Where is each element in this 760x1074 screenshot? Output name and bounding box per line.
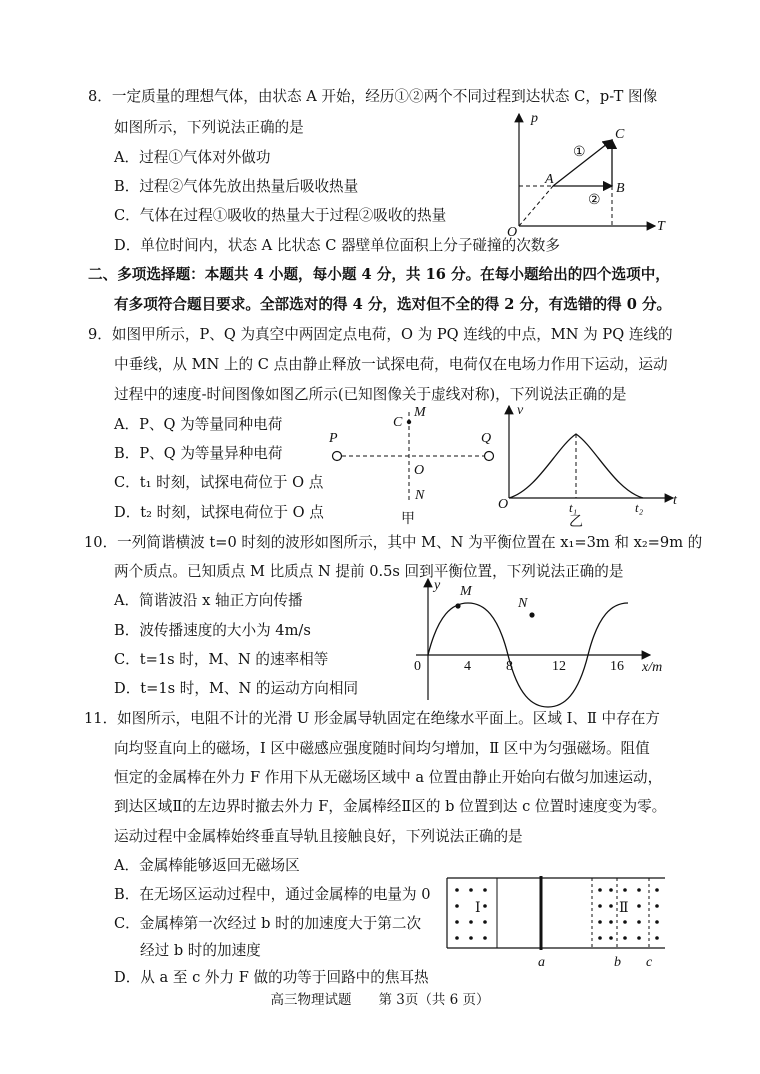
q9-option-d: D．t₂ 时刻，试探电荷位于 O 点 bbox=[114, 504, 324, 521]
q11-stem-line4: 到达区域Ⅱ的左边界时撤去外力 F，金属棒经Ⅱ区的 b 位置到达 c 位置时速度变为零。 bbox=[114, 798, 667, 815]
q9-vt-diagram bbox=[497, 402, 682, 530]
q8-label-path2: ② bbox=[588, 193, 601, 208]
q10-label-n: N bbox=[518, 596, 528, 611]
q9-stem-line3: 过程中的速度-时间图像如图乙所示(已知图像关于虚线对称)，下列说法正确的是 bbox=[114, 386, 627, 403]
section2-header-line1: 二、多项选择题：本题共 4 小题，每小题 4 分，共 16 分。在每小题给出的四个选项中， bbox=[88, 266, 670, 283]
q8-label-b: B bbox=[616, 181, 625, 196]
q8-option-a: A．过程①气体对外做功 bbox=[114, 149, 271, 166]
q10-point-m bbox=[455, 603, 460, 608]
q8-stem-line1: 8．一定质量的理想气体，由状态 A 开始，经历①②两个不同过程到达状态 C，p-T 图像 bbox=[88, 88, 658, 105]
q9-v-label: v bbox=[517, 403, 524, 418]
q9-point-c bbox=[407, 420, 411, 424]
q10-stem-line2: 两个质点。已知质点 M 比质点 N 提前 0.5s 回到平衡位置，下列说法正确的是 bbox=[114, 563, 624, 580]
q10-tick-16: 16 bbox=[610, 659, 624, 674]
q8-p-label: p bbox=[531, 111, 538, 126]
q11-stem-line2: 向均竖直向上的磁场，Ⅰ 区中磁感应强度随时间均匀增加，Ⅱ 区中为匀强磁场。阻值 bbox=[114, 740, 650, 757]
q10-option-a: A．简谐波沿 x 轴正方向传播 bbox=[114, 592, 303, 609]
q11-region1-field-dots bbox=[455, 888, 487, 940]
q11-option-a: A．金属棒能够返回无磁场区 bbox=[114, 857, 300, 874]
q9-charge-diagram bbox=[325, 402, 505, 527]
q9-label-t2: t₂ bbox=[635, 500, 644, 515]
q9-t-label: t bbox=[673, 493, 677, 508]
q9-label-q: Q bbox=[481, 431, 492, 446]
q10-x-label: x/m bbox=[642, 660, 663, 675]
section2-header-line2: 有多项符合题目要求。全部选对的得 4 分，选对但不全的得 2 分，有选错的得 0 分。 bbox=[114, 296, 672, 313]
q8-option-d: D．单位时间内，状态 A 比状态 C 器壁单位面积上分子碰撞的次数多 bbox=[114, 237, 560, 254]
q10-wave-diagram bbox=[410, 575, 680, 705]
q9-label-m: M bbox=[414, 405, 426, 420]
q10-point-n bbox=[529, 612, 534, 617]
q11-label-region1: Ⅰ bbox=[475, 901, 481, 916]
q8-label-c: C bbox=[615, 127, 625, 142]
q8-dashed-origin-line bbox=[519, 186, 553, 226]
q9-label-t1: t₁ bbox=[569, 500, 578, 515]
q9-charge-q bbox=[485, 452, 494, 461]
q9-option-b: B．P、Q 为等量异种电荷 bbox=[114, 445, 283, 462]
q9-charge-p bbox=[333, 452, 342, 461]
q11-stem-line1: 11．如图所示，电阻不计的光滑 U 形金属导轨固定在绝缘水平面上。区域 Ⅰ、Ⅱ 中存在方 bbox=[84, 710, 660, 727]
q10-tick-8: 8 bbox=[506, 659, 513, 674]
q10-option-d: D．t=1s 时，M、N 的运动方向相同 bbox=[114, 680, 359, 697]
q11-option-c-line2: 经过 b 时的加速度 bbox=[140, 942, 261, 959]
q11-label-region2: Ⅱ bbox=[619, 901, 629, 916]
q9-stem-line1: 9．如图甲所示，P、Q 为真空中两固定点电荷，O 为 PQ 连线的中点，MN 为 PQ 连线的 bbox=[88, 326, 673, 343]
q9-caption-yi: 乙 bbox=[569, 515, 583, 530]
q11-rail-diagram bbox=[443, 872, 673, 982]
q8-option-b: B．过程②气体先放出热量后吸收热量 bbox=[114, 178, 359, 195]
q10-y-label: y bbox=[434, 578, 441, 593]
q10-option-c: C．t=1s 时，M、N 的速率相等 bbox=[114, 651, 329, 668]
q9-label-p: P bbox=[329, 431, 338, 446]
q9-label-c: C bbox=[393, 415, 403, 430]
q10-stem-line1: 10．一列简谐横波 t=0 时刻的波形如图所示，其中 M、N 为平衡位置在 x₁=3m 和 x₂=9m 的 bbox=[84, 534, 703, 551]
q11-option-b: B．在无场区运动过程中，通过金属棒的电量为 0 bbox=[114, 886, 431, 903]
q10-tick-12: 12 bbox=[552, 659, 566, 674]
q8-pt-diagram bbox=[505, 108, 705, 243]
q11-label-a: a bbox=[538, 955, 545, 970]
q11-stem-line5: 运动过程中金属棒始终垂直导轨且接触良好，下列说法正确的是 bbox=[114, 828, 523, 845]
q9-option-c: C．t₁ 时刻，试探电荷位于 O 点 bbox=[114, 474, 324, 491]
q8-o-label: O bbox=[507, 225, 518, 240]
q9-o-label: O bbox=[498, 497, 509, 512]
q10-label-m: M bbox=[460, 584, 472, 599]
q9-option-a: A．P、Q 为等量同种电荷 bbox=[114, 416, 283, 433]
q8-label-path1: ① bbox=[573, 145, 586, 160]
q9-stem-line2: 中垂线，从 MN 上的 C 点由静止释放一试探电荷，电荷仅在电场力作用下运动，运动 bbox=[114, 356, 668, 373]
q10-option-b: B．波传播速度的大小为 4m/s bbox=[114, 622, 311, 639]
q10-tick-4: 4 bbox=[464, 659, 471, 674]
q9-caption-jia: 甲 bbox=[401, 512, 415, 527]
q8-t-label: T bbox=[657, 219, 665, 234]
q9-label-o: O bbox=[414, 463, 425, 478]
q10-tick-0: 0 bbox=[414, 659, 421, 674]
q9-label-n: N bbox=[415, 488, 425, 503]
q11-stem-line3: 恒定的金属棒在外力 F 作用下从无磁场区域中 a 位置由静止开始向右做匀加速运动， bbox=[114, 769, 663, 786]
q8-option-c: C．气体在过程①吸收的热量大于过程②吸收的热量 bbox=[114, 207, 447, 224]
q8-label-a: A bbox=[545, 172, 554, 187]
q11-label-b: b bbox=[614, 955, 621, 970]
q11-label-c: c bbox=[646, 955, 653, 970]
q11-option-c-line1: C．金属棒第一次经过 b 时的加速度大于第二次 bbox=[114, 915, 422, 932]
q8-stem-line2: 如图所示，下列说法正确的是 bbox=[114, 119, 304, 136]
page-footer: 高三物理试题 第 3页（共 6 页） bbox=[270, 992, 490, 1008]
q11-option-d: D．从 a 至 c 外力 F 做的功等于回路中的焦耳热 bbox=[114, 969, 429, 986]
